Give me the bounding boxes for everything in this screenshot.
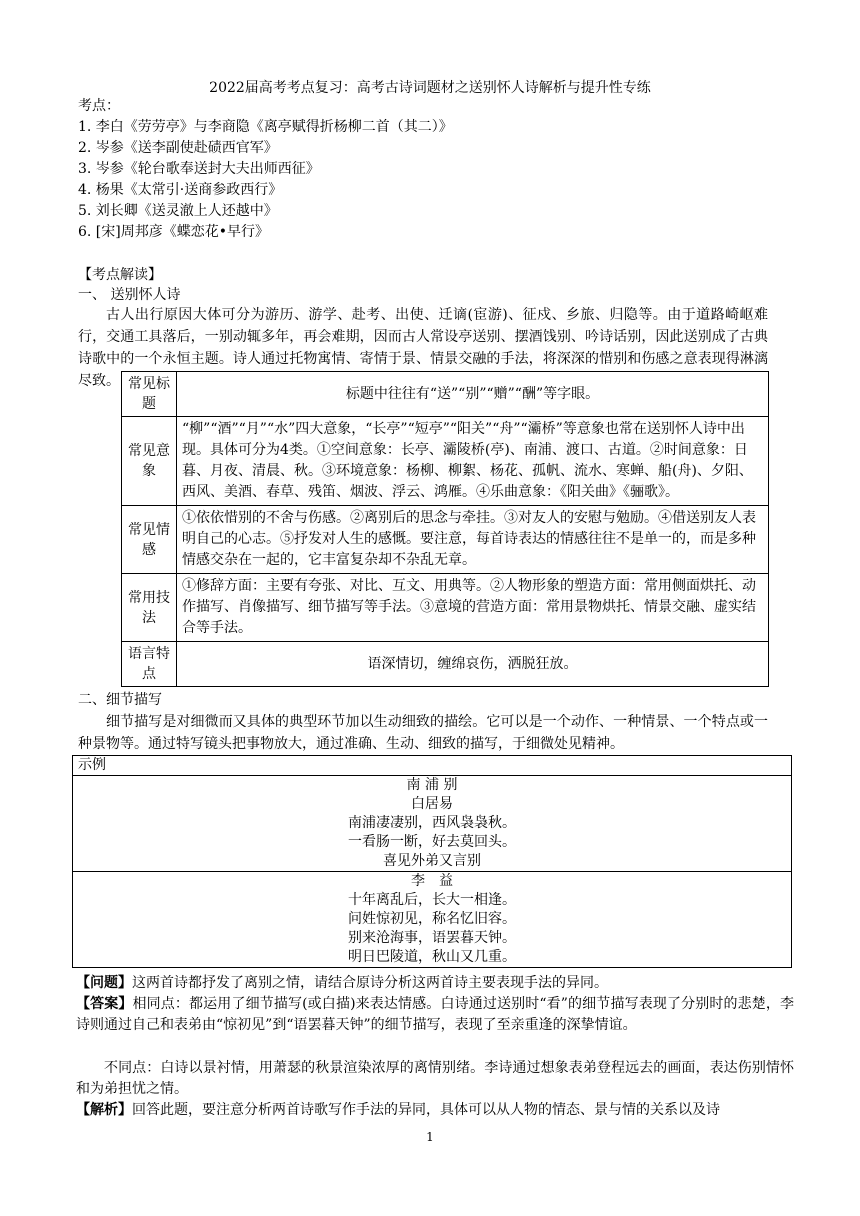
poem-line: 明日巴陵道，秋山又几重。 — [348, 949, 516, 965]
question-block — [72, 973, 798, 994]
poem-line: 别来沧海事，语罢暮天钟。 — [348, 930, 516, 946]
example-label: 示例 — [73, 756, 792, 776]
table-row — [122, 574, 769, 642]
row-head: 常见情感 — [122, 506, 177, 574]
point-item: 5. 刘长卿《送灵澈上人还越中》 — [78, 203, 278, 219]
page-number: 1 — [426, 1130, 434, 1144]
section1-title: 一、 送别怀人诗 — [78, 287, 181, 303]
point-item: 1. 李白《劳劳亭》与李商隐《离亭赋得折杨柳二首（其二）》 — [78, 119, 453, 135]
section1-paragraph: 古人出行原因大体可分为游历、游学、赴考、出使、迁谪(宦游)、征戍、乡旅、归隐等。由于道路崎岖难行，交通工具落后，一别动辄多年，再会难期，因而古人常设亭送别、摆酒饯别、吟诗话别，因此送别成了古典诗歌中的一个永恒主题。诗人通过托物寓情、寄情于景、情景交融的手法，将深深的惜别和伤感之意表现得淋漓尽致。 — [78, 307, 768, 389]
poem-line: 十年离乱后，长大一相逢。 — [348, 892, 516, 908]
poem-line: 南浦凄凄别，西风袅袅秋。 — [348, 815, 516, 831]
point-item: 3. 岑参《轮台歌奉送封大夫出师西征》 — [78, 161, 320, 177]
answer-block — [72, 994, 798, 1036]
answer-text: 相同点：都运用了细节描写(或白描)来表达情感。白诗通过送别时“看”的细节描写表现了分别时的悲楚，李诗则通过自己和表弟由“惊初见”到“语罢暮天钟”的细节描写，表现了至亲重逢的深挚情谊。 — [76, 996, 794, 1033]
poem-line: 一看肠一断，好去莫回头。 — [348, 834, 516, 850]
point-item: 2. 岑参《送李副使赴碛西官军》 — [78, 140, 278, 156]
question-text: 这两首诗都抒发了离别之情，请结合原诗分析这两首诗主要表现手法的异同。 — [132, 975, 608, 991]
example-table — [72, 755, 792, 968]
table-row — [73, 872, 792, 968]
row-body: 语深情切，缠绵哀伤，洒脱狂放。 — [177, 642, 769, 687]
analysis-block — [72, 1100, 798, 1121]
question-label: 【问题】 — [76, 975, 132, 991]
poem-title: 喜见外弟又言别 — [383, 853, 481, 869]
section2-paragraph: 细节描写是对细微而又具体的典型环节加以生动细致的描绘。它可以是一个动作、一种情景、一个特点或一种景物等。通过特写镜头把事物放大，通过准确、生动、细致的描写，于细微处见精神。 — [78, 714, 768, 752]
answer-label: 【答案】 — [76, 996, 133, 1012]
row-body: ①修辞方面：主要有夸张、对比、互文、用典等。②人物形象的塑造方面：常用侧面烘托、动作描写、肖像描写、细节描写等手法。③意境的营造方面：常用景物烘托、情景交融、虚实结合等手法。 — [177, 574, 769, 642]
table-row — [122, 372, 769, 417]
poem-line: 问姓惊初见，称名忆旧容。 — [348, 911, 516, 927]
poem-xijian — [73, 872, 792, 968]
features-table — [121, 371, 769, 687]
analysis-text: 回答此题，要注意分析两首诗歌写作手法的异同，具体可以从人物的情态、景与情的关系以及诗 — [132, 1102, 720, 1118]
row-head: 常见意象 — [122, 417, 177, 506]
table-row — [122, 642, 769, 687]
poem-title: 南 浦 别 — [406, 777, 458, 793]
row-body: 标题中往往有“送”“别”“赠”“酬”等字眼。 — [177, 372, 769, 417]
point-item: 6. [宋]周邦彦《蝶恋花•早行》 — [78, 224, 269, 240]
table-row — [73, 776, 792, 872]
analysis-label: 【解析】 — [76, 1102, 132, 1118]
row-head: 语言特点 — [122, 642, 177, 687]
points-label: 考点： — [78, 98, 120, 114]
answer-difference: 不同点：白诗以景衬情，用萧瑟的秋景渲染浓厚的离情别绪。李诗通过想象表弟登程远去的画面，表达伤别情怀和为弟担忧之情。 — [76, 1060, 794, 1097]
point-item: 4. 杨果《太常引·送商参政西行》 — [78, 182, 283, 198]
row-body: ①依依惜别的不舍与伤感。②离别后的思念与牵挂。③对友人的安慰与勉励。④借送别友人表明自己的心志。⑤抒发对人生的感慨。要注意，每首诗表达的情感往往不是单一的，而是多种情感交杂在一起的，它丰富复杂却不杂乱无章。 — [177, 506, 769, 574]
row-head: 常用技法 — [122, 574, 177, 642]
table-row — [122, 417, 769, 506]
poem-author: 白居易 — [411, 796, 453, 812]
poem-nanpu — [73, 776, 792, 872]
table-row — [122, 506, 769, 574]
row-body: “柳”“酒”“月”“水”四大意象，“长亭”“短亭”“阳关”“舟”“灞桥”等意象也常在送别怀人诗中出现。具体可分为4类。①空间意象：长亭、灞陵桥(亭)、南浦、渡口、古道。②时间意象：日暮、月夜、清晨、秋。③环境意象：杨柳、柳絮、杨花、孤帆、流水、寒蝉、船(舟)、夕阳、西风、美酒、春草、残笛、烟波、浮云、鸿雁。④乐曲意象：《阳关曲》《骊歌》。 — [177, 417, 769, 506]
poem-author: 李 益 — [411, 873, 453, 889]
section-header: 【考点解读】 — [78, 267, 162, 283]
section2-title: 二、细节描写 — [78, 692, 162, 708]
document-title: 2022届高考考点复习：高考古诗词题材之送别怀人诗解析与提升性专练 — [209, 80, 651, 96]
table-row — [73, 756, 792, 776]
row-head: 常见标题 — [122, 372, 177, 417]
